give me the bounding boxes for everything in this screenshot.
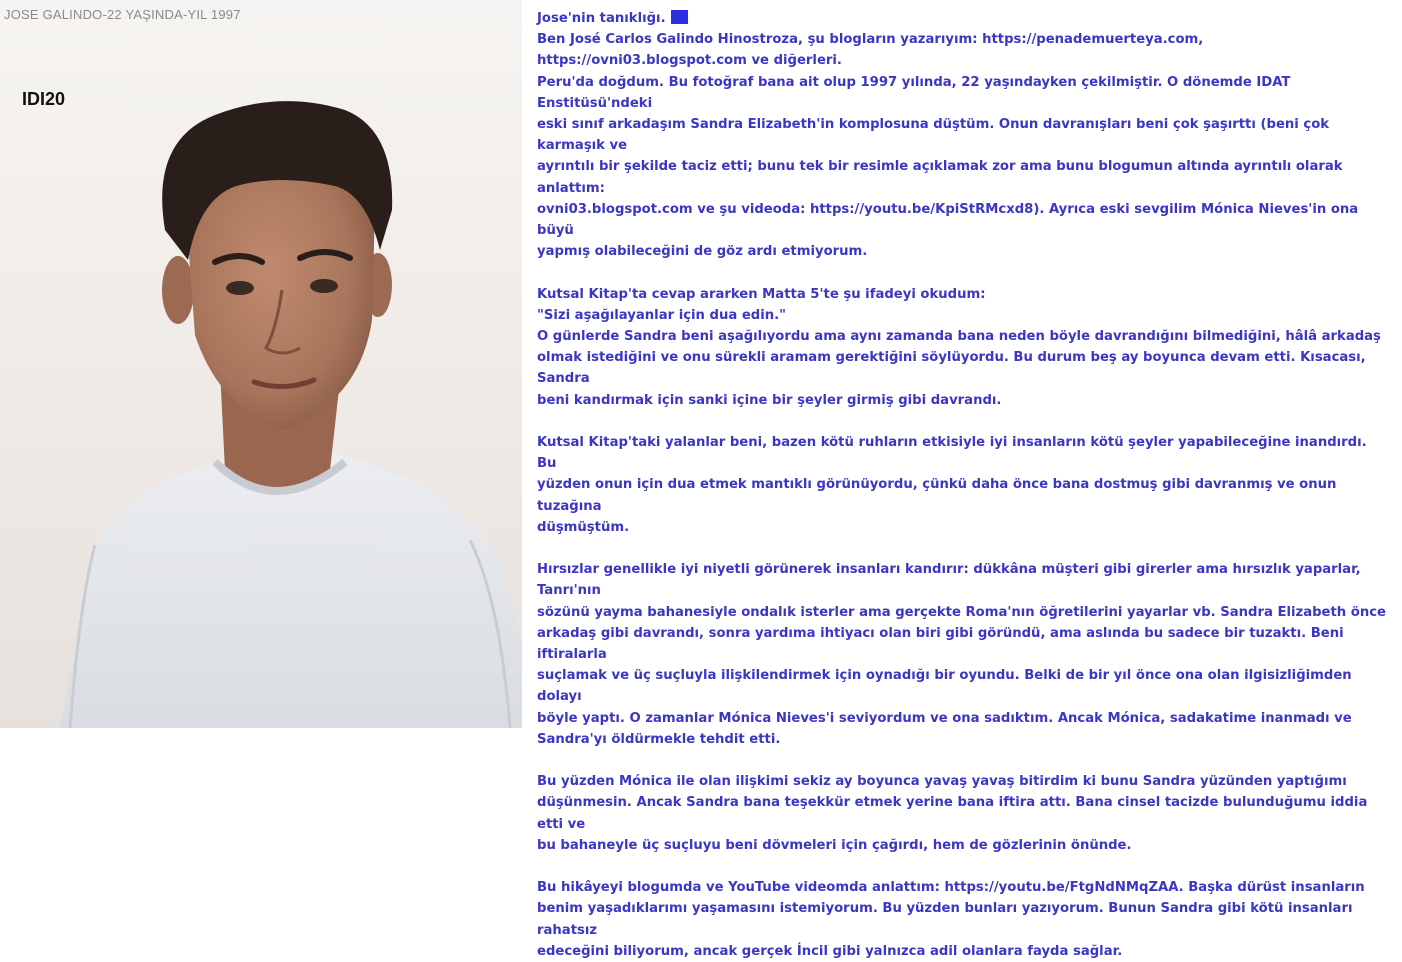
photo-caption: JOSE GALINDO-22 YAŞINDA-YIL 1997 — [4, 7, 241, 22]
text-line: yüzden onun için dua etmek mantıklı görünüyordu, çünkü daha önce bana dostmuş gibi davranmış ve onun tuzağına — [537, 477, 1337, 514]
text-line: Ben José Carlos Galindo Hinostroza, şu blogların yazarıyım: https://penademuerteya.com, — [537, 32, 1204, 48]
portrait-panel — [0, 0, 522, 728]
paragraph-1 — [537, 29, 1389, 262]
title-text: Jose'nin tanıklığı. — [537, 11, 666, 26]
text-line: düşmüştüm. — [537, 519, 630, 535]
text-line: arkadaş gibi davrandı, sonra yardıma ihtiyacı olan biri gibi göründü, ama aslında bu sadece bir tuzaktı. Beni iftiralarla — [537, 625, 1344, 663]
text-line: böyle yaptı. O zamanlar Mónica Nieves'i seviyordum ve ona sadıktım. Ancak Mónica, sadakatime inanmadı ve — [537, 710, 1352, 726]
text-line: Kutsal Kitap'taki yalanlar beni, bazen kötü ruhların etkisiyle iyi insanların kötü şeyler yapabileceğine inandırdı. Bu — [537, 435, 1367, 472]
text-line: O günlerde Sandra beni aşağılıyordu ama aynı zamanda bana neden böyle davrandığını bilmediğini, hâlâ arkadaş — [537, 329, 1381, 345]
text-line: Hırsızlar genellikle iyi niyetli görünerek insanları kandırır: dükkâna müşteri gibi girerler ama hırsızlık yaparlar, Tanrı'nın — [537, 562, 1361, 599]
paragraph-5 — [537, 771, 1389, 856]
text-line: Sandra'yı öldürmekle tehdit etti. — [537, 731, 781, 747]
text-line: suçlamak ve üç suçluyla ilişkilendirmek için oynadığı bir oyundu. Belki de bir yıl önce ona olan ilgisizliğimden dolayı — [537, 668, 1352, 705]
text-line: edeceğini biliyorum, ancak gerçek İncil gibi yalnızca adil olanlara fayda sağlar. — [537, 943, 1123, 959]
photo-tag: IDI20 — [22, 89, 66, 109]
text-line: "Sizi aşağılayanlar için dua edin." — [537, 307, 787, 323]
paragraph-3 — [537, 432, 1389, 538]
text-line: Peru'da doğdum. Bu fotoğraf bana ait olup 1997 yılında, 22 yaşındayken çekilmiştir. O dönemde IDAT Enstitüsü'ndeki — [537, 74, 1291, 111]
portrait-photo — [0, 0, 522, 728]
square-marker-icon — [671, 10, 688, 24]
text-line: bu bahaneyle üç suçluyu beni dövmeleri için çağırdı, hem de gözlerinin önünde. — [537, 837, 1132, 853]
testimony-title — [537, 8, 1389, 29]
text-line: ayrıntılı bir şekilde taciz etti; bunu tek bir resimle açıklamak zor ama bunu blogumun altında ayrıntılı olarak anlattım: — [537, 159, 1343, 196]
text-line: Kutsal Kitap'ta cevap ararken Matta 5'te şu ifadeyi okudum: — [537, 286, 986, 302]
paragraph-4 — [537, 559, 1389, 750]
text-line: Bu yüzden Mónica ile olan ilişkimi sekiz ay boyunca yavaş yavaş bitirdim ki bunu Sandra yüzünden yaptığımı — [537, 774, 1347, 790]
text-line: beni kandırmak için sanki içine bir şeyler girmiş gibi davrandı. — [537, 392, 1002, 408]
text-line: benim yaşadıklarımı yaşamasını istemiyorum. Bu yüzden bunları yazıyorum. Bunun Sandra gibi kötü insanları rahatsız — [537, 901, 1353, 938]
text-line: yapmış olabileceğini de göz ardı etmiyorum. — [537, 244, 868, 260]
text-line: Bu hikâyeyi blogumda ve YouTube videomda anlattım: https://youtu.be/FtgNdNMqZAA. Başka dürüst insanların — [537, 880, 1365, 896]
paragraph-2 — [537, 284, 1389, 411]
text-line: sözünü yayma bahanesiyle ondalık isterler ama gerçekte Roma'nın öğretilerini yayarlar vb. Sandra Elizabeth önce — [537, 604, 1386, 620]
text-line: düşünmesin. Ancak Sandra bana teşekkür etmek yerine bana iftira attı. Bana cinsel tacizde bulunduğumu iddia etti ve — [537, 795, 1368, 832]
text-line: https://ovni03.blogspot.com ve diğerleri. — [537, 53, 842, 69]
text-line: eski sınıf arkadaşım Sandra Elizabeth'in komplosuna düştüm. Onun davranışları beni çok şaşırttı (beni çok karmaşık ve — [537, 117, 1330, 154]
paragraph-6 — [537, 877, 1389, 962]
text-line: olmak istediğini ve onu sürekli aramam gerektiğini söylüyordu. Bu durum beş ay boyunca devam etti. Kısacası, Sandra — [537, 350, 1366, 387]
testimony-text — [537, 8, 1389, 962]
text-line: ovni03.blogspot.com ve şu videoda: https://youtu.be/KpiStRMcxd8). Ayrıca eski sevgilim Mónica Nieves'in ona büyü — [537, 201, 1359, 239]
